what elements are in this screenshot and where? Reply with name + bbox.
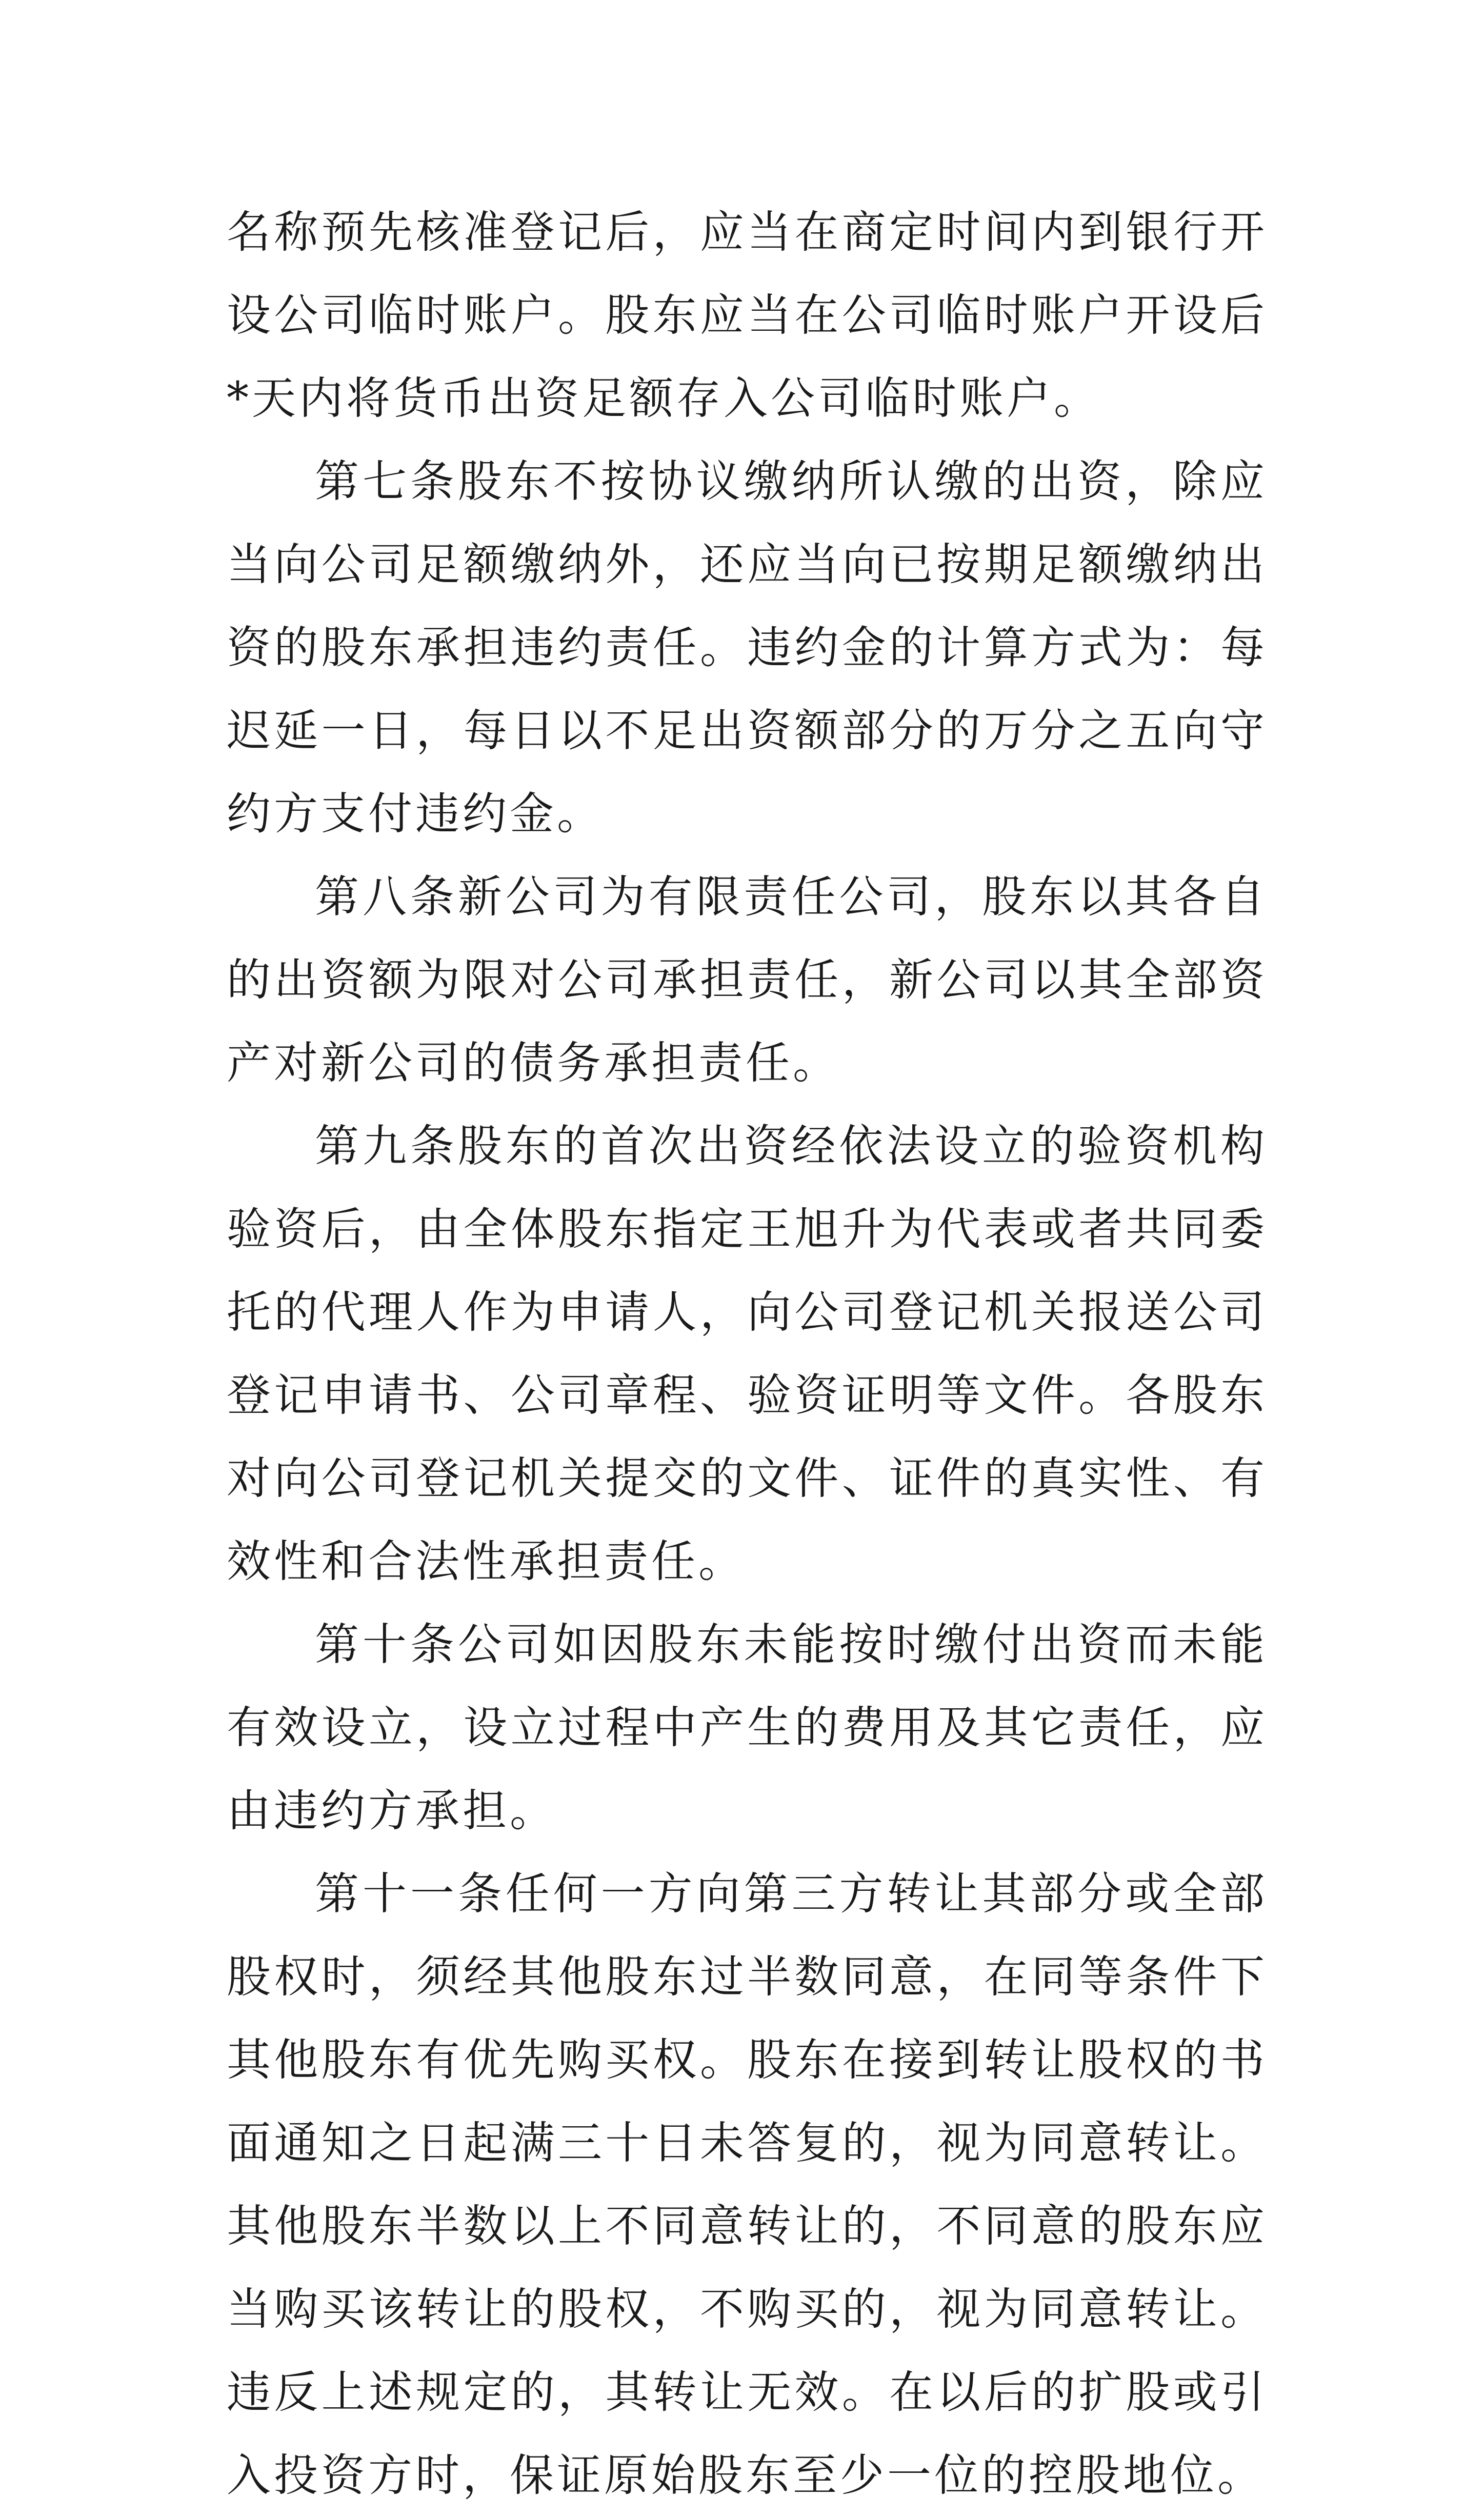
paragraph-article-8: 第八条新公司为有限责任公司，股东以其各自的出资额为限对公司承担责任，新公司以其全部资产对新公司的债务承担责任。 [227, 871, 1268, 1089]
paragraph-article-11: 第十一条任何一方向第三方转让其部分或全部股权时，须经其他股东过半数同意，在同等条件下其他股东有优先购买权。股东在接到转让股权的书面通知之日起满三十日未答复的，视为同意转让。其他股东半数以上不同意转让的，不同意的股东应当购买该转让的股权，不购买的，视为同意转让。违反上述规定的，其转让无效。在以后的扩股或引入投资方时，保证原始股东至少一位的控股地位。 [227, 1868, 1268, 2501]
paragraph-article-9: 第九条股东的首次出资经依法设立的验资机构验资后，由全体股东指定王旭升为代表或者共同委托的代理人作为申请人，向公司登记机关报送公司登记申请书、公司章程、验资证明等文件。各股东对向公司登记机关提交的文件、证件的真实性、有效性和合法性承担责任。 [227, 1121, 1268, 1587]
paragraph-article-7: 第七条股东不按协议缴纳所认缴的出资，除应当向公司足额缴纳外，还应当向已按期足额缴纳出资的股东承担违约责任。违约金的计算方式为：每迟延一日，每日以不足出资额部分的万分之五向守约方支付违约金。 [227, 456, 1268, 840]
paragraph-continued: 名称预先核准登记后，应当在商定时间内到银行开设公司临时账户。股东应当在公司临时账户开设后*天内将货币出资足额存入公司临时账户。 [227, 207, 1268, 424]
paragraph-article-10: 第十条公司如因股东未能按时缴付出资而未能有效设立，设立过程中产生的费用及其它责任，应由违约方承担。 [227, 1619, 1268, 1836]
document-body [227, 191, 1268, 2517]
